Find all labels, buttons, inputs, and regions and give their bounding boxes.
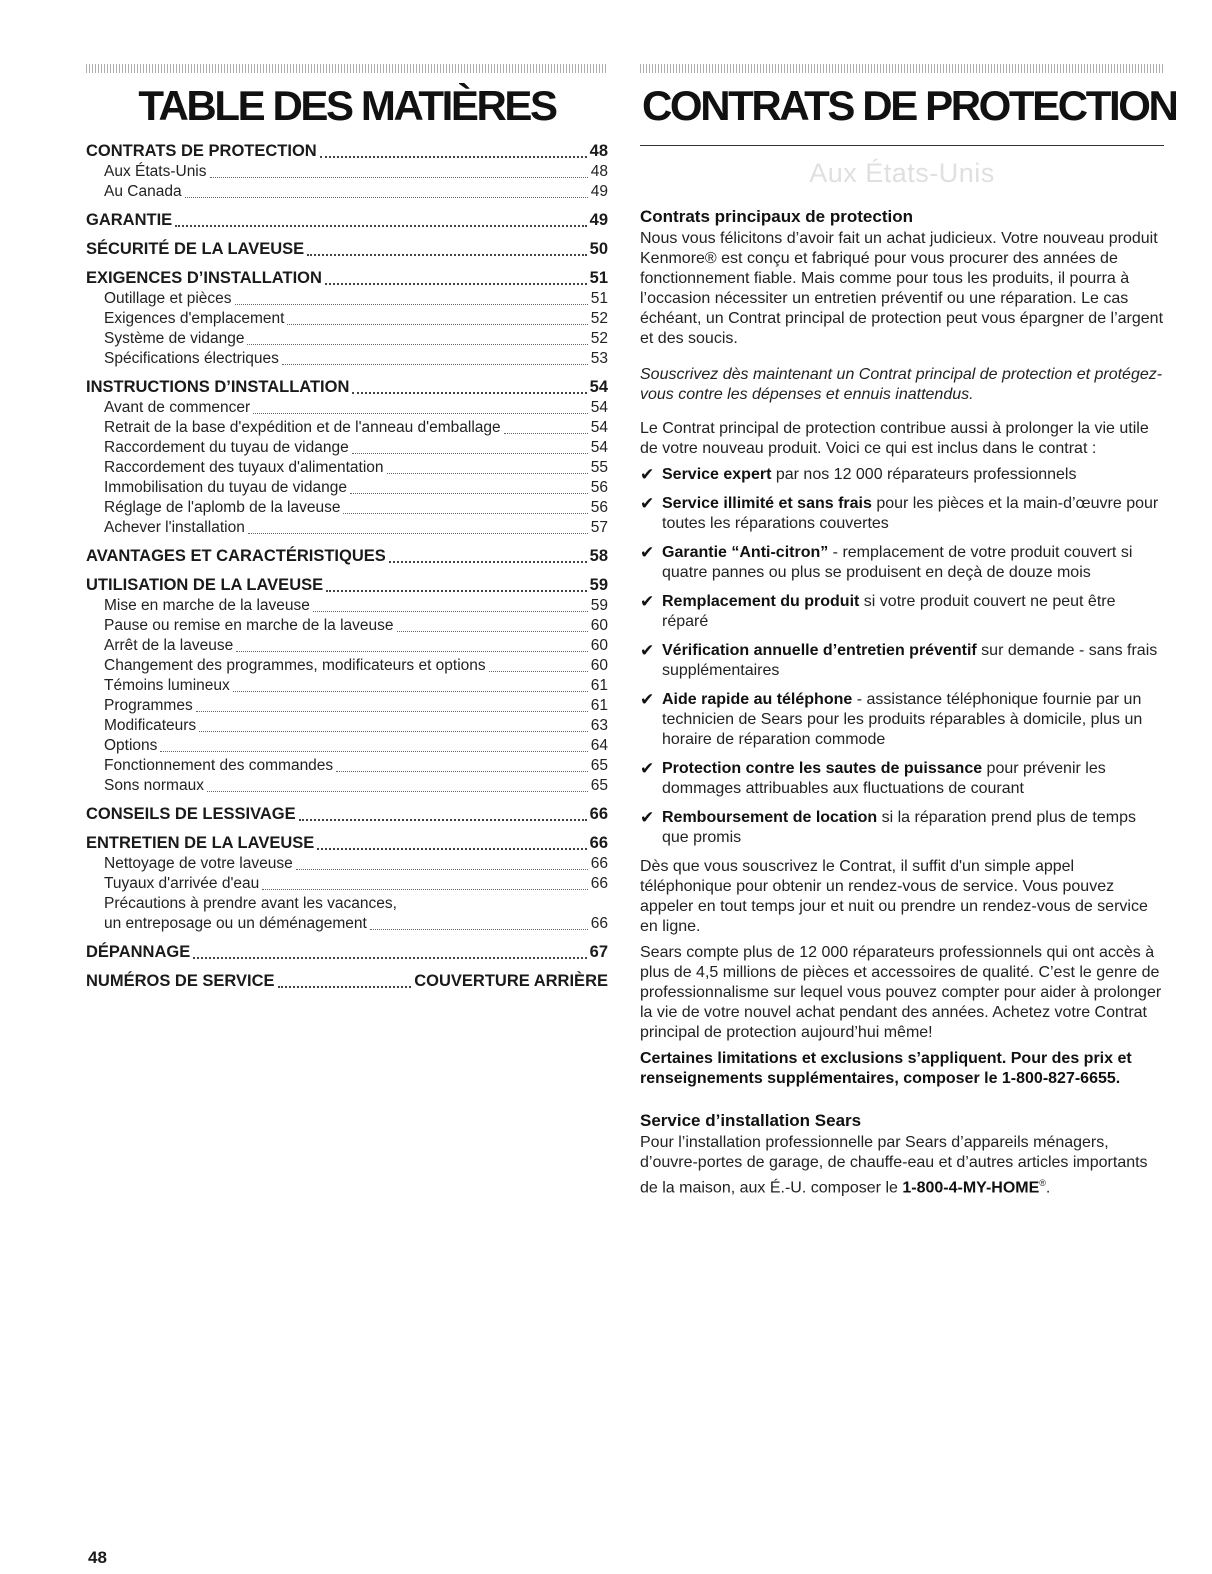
toc-dot-leader: [352, 453, 588, 454]
toc-dot-leader: [236, 651, 588, 652]
toc-dot-leader: [248, 533, 588, 534]
region-subtitle: Aux États-Unis: [809, 158, 995, 188]
toc-entry-label: Immobilisation du tuyau de vidange: [104, 479, 347, 496]
toc-dot-leader: [370, 929, 588, 930]
benefit-item: [640, 808, 1164, 848]
toc-dot-leader: [343, 513, 587, 514]
toc-dot-leader: [185, 197, 588, 198]
protection-title: CONTRATS DE PROTECTION: [642, 82, 1177, 129]
checkmark-icon: ✔: [640, 543, 655, 562]
toc-entry-page: 54: [589, 378, 608, 396]
toc-dot-leader: [387, 473, 588, 474]
paragraph-after-benefits: Dès que vous souscrivez le Contrat, il suffit d'un simple appel téléphonique pour obtenir un rendez-vous de service. Vous pouvez appeler en tout temps jour et nuit ou prendre un rendez-vous de service en ligne.: [640, 858, 1148, 935]
toc-dot-leader: [320, 156, 587, 158]
toc-entry-label: Sons normaux: [104, 777, 204, 794]
toc-entry-page: 51: [589, 269, 608, 287]
toc-subsection-entry: [86, 736, 608, 756]
toc-dot-leader: [299, 819, 587, 821]
toc-entry-label: INSTRUCTIONS D’INSTALLATION: [86, 378, 350, 396]
toc-entry-label: Témoins lumineux: [104, 677, 230, 694]
toc-section-entry: [86, 833, 608, 854]
toc-entry-page: 66: [589, 805, 608, 823]
toc-subsection-entry: [86, 874, 608, 894]
toc-section-entry: [86, 210, 608, 231]
toc-entry-page: 60: [590, 637, 608, 654]
toc-entry-page: 56: [590, 479, 608, 496]
toc-dot-leader: [389, 561, 587, 563]
checkmark-icon: ✔: [640, 808, 655, 827]
toc-section-entry: [86, 141, 608, 162]
toc-entry-label: Avant de commencer: [104, 399, 251, 416]
toc-entry-label: ENTRETIEN DE LA LAVEUSE: [86, 834, 315, 852]
toc-section-entry: [86, 546, 608, 567]
benefit-title: Remboursement de location: [662, 809, 878, 826]
toc-entry-page: 52: [590, 310, 608, 327]
toc-dot-leader: [489, 671, 588, 672]
toc-entry-page: 54: [590, 439, 608, 456]
toc-entry-label: EXIGENCES D’INSTALLATION: [86, 269, 322, 287]
table-of-contents: [86, 141, 608, 992]
toc-entry-page: 60: [590, 617, 608, 634]
toc-dot-leader: [317, 848, 586, 850]
toc-entry-page: 57: [590, 519, 608, 536]
toc-entry-page: 63: [590, 717, 608, 734]
toc-entry-page: 55: [590, 459, 608, 476]
toc-subsection-entry: [86, 696, 608, 716]
benefit-item: [640, 759, 1164, 799]
toc-subsection-entry: [86, 418, 608, 438]
benefit-description: si la réparation prend plus de temps que promis: [662, 809, 1136, 846]
toc-entry-page: 51: [590, 290, 608, 307]
toc-dot-leader: [504, 433, 588, 434]
toc-entry-label: Exigences d'emplacement: [104, 310, 285, 327]
toc-dot-leader: [278, 986, 412, 988]
benefit-title: Service expert: [662, 466, 772, 483]
toc-dot-leader: [296, 869, 588, 870]
toc-entry-page: 61: [590, 697, 608, 714]
toc-subsection-entry: [86, 616, 608, 636]
toc-subsection-entry: [86, 518, 608, 538]
toc-entry-label: NUMÉROS DE SERVICE: [86, 972, 275, 990]
toc-entry-label: Aux États-Unis: [104, 163, 207, 180]
checkmark-icon: ✔: [640, 465, 655, 484]
toc-subsection-entry: [86, 309, 608, 329]
toc-entry-label: Changement des programmes, modificateurs et options: [104, 657, 486, 674]
toc-entry-label: AVANTAGES ET CARACTÉRISTIQUES: [86, 547, 386, 565]
toc-column: [86, 64, 608, 992]
benefit-description: - assistance téléphonique fournie par un technicien de Sears pour les produits réparables à domicile, plus un horaire de réparation commode: [662, 691, 1143, 748]
toc-entry-page: 56: [590, 499, 608, 516]
toc-dot-leader: [336, 771, 588, 772]
toc-entry-page: 65: [590, 757, 608, 774]
toc-entry-label: Options: [104, 737, 158, 754]
toc-entry-page: 59: [590, 597, 608, 614]
toc-subsection-entry: [86, 458, 608, 478]
toc-entry-label: Achever l'installation: [104, 519, 245, 536]
toc-subsection-entry: [86, 478, 608, 498]
decorative-hatch-bar: [86, 64, 608, 73]
toc-dot-leader: [253, 413, 588, 414]
toc-dot-leader: [262, 889, 587, 890]
installation-text: Pour l’installation professionnelle par Sears d’appareils ménagers, d’ouvre-portes de garage, de chauffe-eau et d’autres articles importants de la maison, aux É.-U. composer le: [640, 1134, 1148, 1197]
toc-dot-leader: [193, 957, 586, 959]
toc-entry-label: Tuyaux d'arrivée d'eau: [104, 875, 260, 892]
toc-section-entry: [86, 239, 608, 260]
toc-entry-page: 67: [589, 943, 608, 961]
toc-subsection-entry: [86, 676, 608, 696]
toc-section-entry: [86, 377, 608, 398]
toc-entry-page: 48: [590, 163, 608, 180]
toc-subsection-entry: [86, 756, 608, 776]
toc-dot-leader: [307, 254, 586, 256]
benefit-item: [640, 465, 1164, 485]
toc-entry-page: 66: [589, 834, 608, 852]
toc-dot-leader: [287, 324, 587, 325]
title-rule: [640, 145, 1164, 146]
benefit-item: [640, 494, 1164, 534]
toc-subsection-entry: [86, 854, 608, 874]
installation-paragraph: [640, 1133, 1164, 1198]
toc-dot-leader: [313, 611, 588, 612]
benefit-item: [640, 641, 1164, 681]
benefit-title: Remplacement du produit: [662, 593, 860, 610]
toc-entry-label: Outillage et pièces: [104, 290, 232, 307]
toc-subsection-entry: [86, 656, 608, 676]
benefit-description: si votre produit couvert ne peut être réparé: [662, 593, 1116, 630]
toc-entry-line: Précautions à prendre avant les vacances,: [104, 895, 397, 912]
toc-entry-page: 49: [590, 183, 608, 200]
toc-subsection-entry: [86, 636, 608, 656]
toc-subsection-entry: [86, 182, 608, 202]
benefit-title: Garantie “Anti-citron”: [662, 544, 829, 561]
toc-dot-leader: [352, 392, 586, 394]
toc-subsection-entry: [86, 776, 608, 796]
installation-end: .: [1045, 1179, 1051, 1197]
toc-entry-page: 65: [590, 777, 608, 794]
toc-subsection-entry: [86, 716, 608, 736]
decorative-hatch-bar: [640, 64, 1164, 73]
toc-section-entry: [86, 942, 608, 963]
toc-entry-label: un entreposage ou un déménagement: [104, 915, 367, 932]
toc-entry-label: Au Canada: [104, 183, 182, 200]
toc-subsection-entry: [86, 438, 608, 458]
toc-entry-label: DÉPANNAGE: [86, 943, 191, 961]
toc-subsection-entry: [86, 289, 608, 309]
limitations-note: Certaines limitations et exclusions s’appliquent. Pour des prix et renseignements supplémentaires, composer le 1-800-827-6655.: [640, 1050, 1132, 1087]
toc-entry-label: Fonctionnement des commandes: [104, 757, 334, 774]
toc-subsection-entry: [86, 596, 608, 616]
benefit-description: - remplacement de votre produit couvert si quatre pannes ou plus se produisent en deçà de douze mois: [662, 544, 1133, 581]
section-heading-installation: Service d’installation Sears: [640, 1111, 862, 1130]
benefit-item: [640, 543, 1164, 583]
toc-entry-page: 49: [589, 211, 608, 229]
toc-entry-label: GARANTIE: [86, 211, 173, 229]
toc-entry-page: 59: [589, 576, 608, 594]
toc-dot-leader: [235, 304, 588, 305]
toc-section-entry: [86, 971, 608, 992]
toc-subsection-entry: [86, 162, 608, 182]
toc-subsection-entry: [86, 398, 608, 418]
toc-entry-label: Modificateurs: [104, 717, 197, 734]
benefit-title: Vérification annuelle d’entretien préventif: [662, 642, 977, 659]
toc-subsection-entry: [86, 349, 608, 369]
checkmark-icon: ✔: [640, 690, 655, 709]
toc-subsection-entry: [86, 329, 608, 349]
toc-entry-label: SÉCURITÉ DE LA LAVEUSE: [86, 240, 305, 258]
toc-entry-page: COUVERTURE ARRIÈRE: [414, 972, 608, 990]
toc-entry-label: Spécifications électriques: [104, 350, 279, 367]
toc-entry-page: 48: [589, 142, 608, 160]
toc-dot-leader: [199, 731, 588, 732]
toc-entry-page: 66: [590, 875, 608, 892]
benefit-item: [640, 592, 1164, 632]
toc-subsection-entry: [86, 914, 608, 934]
protection-body: [640, 207, 1164, 1198]
toc-entry-page: 64: [590, 737, 608, 754]
toc-entry-label: CONSEILS DE LESSIVAGE: [86, 805, 296, 823]
toc-dot-leader: [233, 691, 588, 692]
benefit-description: par nos 12 000 réparateurs professionnels: [771, 466, 1077, 483]
toc-dot-leader: [207, 791, 588, 792]
toc-entry-page: 61: [590, 677, 608, 694]
checkmark-icon: ✔: [640, 592, 655, 611]
benefit-description: pour les pièces et la main-d’œuvre pour toutes les réparations couvertes: [662, 495, 1159, 532]
benefit-item: [640, 690, 1164, 750]
checkmark-icon: ✔: [640, 759, 655, 778]
toc-dot-leader: [175, 225, 586, 227]
benefit-title: Protection contre les sautes de puissance: [662, 760, 983, 777]
benefit-title: Service illimité et sans frais: [662, 495, 872, 512]
toc-entry-page: 66: [590, 855, 608, 872]
toc-entry-label: UTILISATION DE LA LAVEUSE: [86, 576, 324, 594]
paragraph-sears: Sears compte plus de 12 000 réparateurs professionnels qui ont accès à plus de 4,5 millions de pièces et accessoires de qualité. C’est le genre de professionnalisme sur lequel vous pouvez compter pour aider à prolonger la vie de votre nouvel achat pendant des années. Achetez votre Contrat principal de protection aujourd’hui même!: [640, 944, 1162, 1041]
toc-entry-label: Nettoyage de votre laveuse: [104, 855, 293, 872]
toc-entry-label: Raccordement des tuyaux d'alimentation: [104, 459, 384, 476]
benefit-description: pour prévenir les dommages attribuables aux fluctuations de courant: [662, 760, 1106, 797]
toc-dot-leader: [282, 364, 588, 365]
toc-dot-leader: [160, 751, 587, 752]
toc-dot-leader: [210, 177, 588, 178]
toc-entry-label: Retrait de la base d'expédition et de l'anneau d'emballage: [104, 419, 501, 436]
toc-entry-label: Mise en marche de la laveuse: [104, 597, 310, 614]
toc-entry-page: 66: [590, 915, 608, 932]
toc-entry-page: 54: [590, 399, 608, 416]
toc-dot-leader: [247, 344, 587, 345]
toc-entry-label: Système de vidange: [104, 330, 245, 347]
toc-entry-page: 60: [590, 657, 608, 674]
protection-column: [640, 64, 1177, 1198]
toc-section-entry: [86, 575, 608, 596]
toc-section-entry: [86, 268, 608, 289]
toc-dot-leader: [397, 631, 588, 632]
toc-section-entry: [86, 804, 608, 825]
toc-entry-label: Raccordement du tuyau de vidange: [104, 439, 349, 456]
toc-entry-label: Pause ou remise en marche de la laveuse: [104, 617, 394, 634]
toc-entry-page: 52: [590, 330, 608, 347]
toc-title: TABLE DES MATIÈRES: [138, 82, 556, 129]
checkmark-icon: ✔: [640, 494, 655, 513]
italic-note: Souscrivez dès maintenant un Contrat principal de protection et protégez-vous contre les dépenses et ennuis inattendus.: [640, 366, 1163, 403]
toc-entry-page: 58: [589, 547, 608, 565]
toc-subsection-entry: [86, 498, 608, 518]
includes-intro: Le Contrat principal de protection contribue aussi à prolonger la vie utile de votre nouveau produit. Voici ce qui est inclus dans le contrat :: [640, 420, 1149, 457]
checkmark-icon: ✔: [640, 641, 655, 660]
toc-entry-label: Arrêt de la laveuse: [104, 637, 234, 654]
installation-phone: 1-800-4-MY-HOME: [902, 1179, 1040, 1197]
toc-entry-label: CONTRATS DE PROTECTION: [86, 142, 317, 160]
benefit-title: Aide rapide au téléphone: [662, 691, 853, 708]
registered-mark: ®: [1039, 1178, 1046, 1188]
toc-dot-leader: [196, 711, 588, 712]
toc-dot-leader: [325, 283, 587, 285]
toc-dot-leader: [350, 493, 588, 494]
toc-dot-leader: [326, 590, 587, 592]
toc-entry-label: Programmes: [104, 697, 193, 714]
section-heading-master-contracts: Contrats principaux de protection: [640, 207, 913, 226]
toc-entry-page: 50: [589, 240, 608, 258]
page-number: 48: [88, 1548, 107, 1567]
toc-entry-page: 53: [590, 350, 608, 367]
intro-paragraph: Nous vous félicitons d’avoir fait un achat judicieux. Votre nouveau produit Kenmore® est conçu et fabriqué pour vous procurer des années de fonctionnement fiable. Mais comme pour tous les produits, il pourra à l’occasion nécessiter un entretien préventif ou une réparation. Le cas échéant, un Contrat principal de protection peut vous épargner de l’argent et des soucis.: [640, 230, 1164, 347]
toc-entry-label: Réglage de l'aplomb de la laveuse: [104, 499, 341, 516]
benefit-description: sur demande - sans frais supplémentaires: [662, 642, 1158, 679]
toc-entry-page: 54: [590, 419, 608, 436]
benefits-list: [640, 465, 1164, 848]
